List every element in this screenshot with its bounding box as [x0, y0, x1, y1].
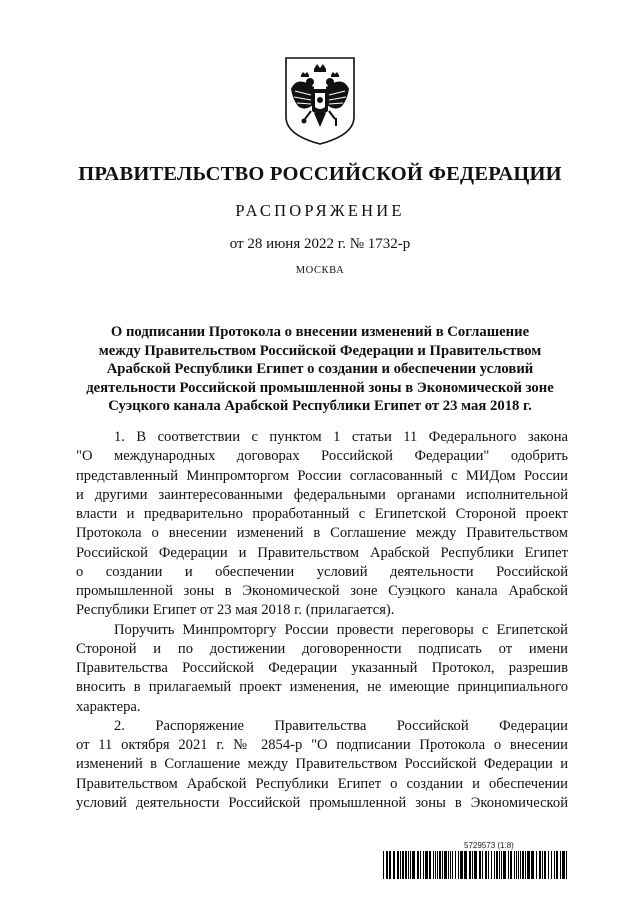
document-type: РАСПОРЯЖЕНИЕ [235, 201, 405, 220]
heading-line: деятельности Российской промышленной зоны в Экономической зоне [86, 379, 554, 396]
heading-line: Суэцкого канала Арабской Республики Египет от 23 мая 2018 г. [108, 398, 532, 414]
body-line: условий деятельности Российской промышленной зоны в Экономической [76, 794, 568, 811]
heading-line: О подписании Протокола о внесении изменений в Соглашение [110, 324, 530, 340]
body-line: 2. Распоряжение Правительства Российской Федерации [114, 717, 568, 734]
heading-line: между Правительством Российской Федерации и Правительством [98, 342, 542, 359]
body-line: Республики Египет от 23 мая 2018 г. (прилагается). [76, 602, 395, 619]
body-line: Стороной и по достижении договоренности подписать от имени [76, 640, 568, 657]
heading-line: Арабской Республики Египет о создании и обеспечении условий [106, 361, 534, 377]
body-line: промышленной зоны в Экономической зоне Суэцкого канала Арабской [76, 583, 568, 599]
paragraph-2 [76, 621, 568, 717]
body-line: и другими заинтересованными федеральными органами исполнительной [76, 486, 568, 503]
body-line: Правительством Арабской Республики Египет о создании и обеспечении [76, 775, 568, 792]
body-line: Российской Федерации и Правительством Арабской Республики Египет [76, 544, 568, 561]
document-date-number: от 28 июня 2022 г. № 1732-р [229, 236, 411, 252]
document-heading [60, 323, 580, 416]
barcode-image [383, 851, 568, 879]
barcode-number: 5729573 (1.8) [464, 841, 514, 850]
document-city: МОСКВА [295, 265, 345, 276]
body-line: изменений в Соглашение между Правительством Российской Федерации и [76, 756, 568, 773]
body-line: от 11 октября 2021 г. № 2854-р "О подписании Протокола о внесении [76, 737, 568, 753]
body-line: вносить в прилагаемый проект изменения, не имеющие принципиального [76, 679, 568, 696]
body-line: Поручить Минпромторгу России провести переговоры с Египетской [114, 621, 568, 638]
government-title: ПРАВИТЕЛЬСТВО РОССИЙСКОЙ ФЕДЕРАЦИИ [78, 163, 562, 185]
document-body [76, 428, 568, 813]
body-line: 1. В соответствии с пунктом 1 статьи 11 Федерального закона [114, 429, 568, 445]
body-line: представленный Минпромторгом России согласованный с МИДом России [76, 467, 568, 484]
body-line: Протокола о внесении изменений в Соглашение между Правительством [76, 525, 568, 542]
paragraph-3 [76, 717, 568, 813]
body-line: Правительства Российской Федерации указанный Протокол, разрешив [76, 660, 568, 676]
coat-of-arms-emblem [283, 55, 357, 147]
body-line: "О международных договорах Российской Федерации" одобрить [76, 448, 568, 465]
body-line: власти и предварительно проработанный с Египетской Стороной проект [76, 506, 568, 522]
body-line: характера. [76, 698, 141, 715]
paragraph-1 [76, 428, 568, 621]
body-line: о создании и обеспечении условий деятельности Российской [76, 563, 568, 580]
